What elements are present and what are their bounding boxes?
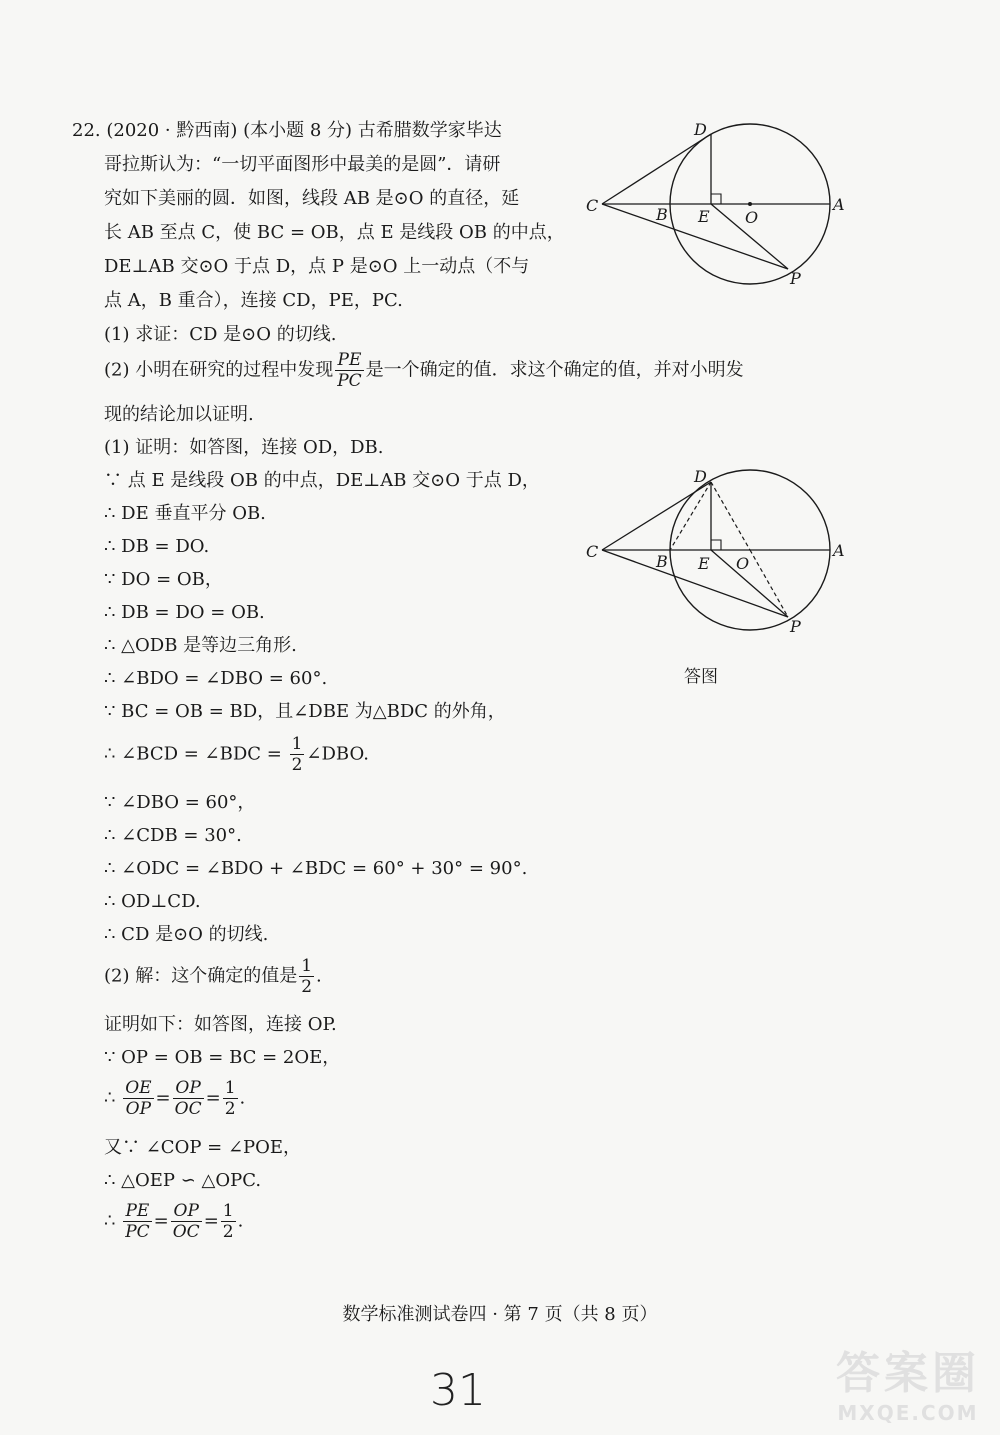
line-cp — [602, 550, 788, 617]
equals-sign: = — [155, 1087, 171, 1109]
fraction-numerator: OE — [125, 1078, 152, 1098]
label-b: B — [656, 205, 668, 224]
solution-line-3: ∴ DE 垂直平分 OB. — [104, 503, 266, 524]
label-o: O — [745, 208, 759, 227]
fraction-denominator: OP — [125, 1099, 152, 1119]
solution-line-22 — [104, 1201, 243, 1242]
fraction-numerator: OP — [173, 1078, 204, 1099]
right-angle-mark — [711, 194, 721, 204]
answer-fraction — [299, 956, 314, 997]
label-c: C — [586, 196, 599, 215]
ratio-fraction-op-oc — [173, 1078, 204, 1119]
solution-line-4: ∴ DB = DO. — [104, 536, 210, 557]
page-footer: 数学标准测试卷四 · 第 7 页（共 8 页） — [342, 1304, 658, 1325]
label-e: E — [698, 207, 710, 226]
answer-figure — [580, 462, 850, 652]
solution-line-10 — [104, 734, 369, 775]
fraction-numerator: 1 — [291, 734, 303, 754]
problem-part1: (1) 求证：CD 是⊙O 的切线. — [104, 324, 337, 345]
fraction-numerator: PE — [123, 1201, 151, 1222]
period: . — [239, 1087, 246, 1109]
solution-line-19 — [104, 1078, 245, 1119]
label-a: A — [833, 195, 845, 214]
problem-figure — [580, 112, 850, 302]
solution-line-21: ∴ △OEP ∽ △OPC. — [104, 1170, 262, 1191]
half-fraction — [221, 1201, 236, 1242]
solution-line-20: 又∵ ∠COP = ∠POE， — [104, 1137, 302, 1158]
problem-line-5: DE⊥AB 交⊙O 于点 D，点 P 是⊙O 上一动点（不与 — [104, 256, 530, 277]
fraction-numerator: OP — [171, 1201, 202, 1222]
right-angle-mark — [711, 540, 721, 550]
fraction-numerator: PE — [335, 350, 363, 371]
solution-line-2: ∵ 点 E 是线段 OB 的中点，DE⊥AB 交⊙O 于点 D， — [104, 470, 540, 491]
line-cd — [602, 134, 711, 204]
solution-line-16 — [104, 956, 322, 997]
problem-line-3: 究如下美丽的圆．如图，线段 AB 是⊙O 的直径，延 — [104, 188, 520, 209]
equals-sign: = — [203, 1210, 219, 1232]
solution-line-17: 证明如下：如答图，连接 OP. — [104, 1014, 337, 1035]
solution-line-15: ∴ CD 是⊙O 的切线. — [104, 924, 269, 945]
fraction-numerator: 1 — [222, 1201, 234, 1221]
fraction-denominator: OC — [172, 1222, 200, 1242]
solution-line-9: ∵ BC = OB = BD，且∠DBE 为△BDC 的外角， — [104, 701, 506, 722]
solution-line-14: ∴ OD⊥CD. — [104, 891, 201, 912]
solution-line-19-prefix: ∴ — [104, 1087, 122, 1109]
solution-line-1: (1) 证明：如答图，连接 OD，DB. — [104, 437, 384, 458]
solution-line-12: ∴ ∠CDB = 30°. — [104, 825, 242, 846]
watermark-line-2: MXQE.COM — [837, 1401, 979, 1425]
solution-line-13: ∴ ∠ODC = ∠BDO + ∠BDC = 60° + 30° = 90°. — [104, 858, 528, 879]
label-e: E — [698, 554, 710, 573]
fraction-numerator: 1 — [301, 956, 313, 976]
dashed-line-op — [750, 550, 788, 617]
label-c: C — [586, 542, 599, 561]
label-p: P — [790, 617, 801, 636]
half-fraction — [223, 1078, 238, 1119]
solution-line-10-before: ∴ ∠BCD = ∠BDC = — [104, 743, 288, 765]
label-a: A — [833, 541, 845, 560]
solution-line-10-after: ∠DBO. — [306, 743, 369, 765]
fraction-denominator: 2 — [222, 1222, 234, 1242]
answer-figure-caption: 答图 — [684, 667, 718, 687]
solution-line-16-after: . — [316, 965, 322, 987]
label-d: D — [694, 120, 707, 139]
solution-line-6: ∴ DB = DO = OB. — [104, 602, 265, 623]
fraction-denominator: 2 — [301, 977, 313, 997]
equals-sign: = — [153, 1210, 169, 1232]
part2-fraction — [335, 350, 363, 391]
problem-line-4: 长 AB 至点 C，使 BC = OB，点 E 是线段 OB 的中点， — [104, 222, 565, 243]
solution-line-16-before: (2) 解：这个确定的值是 — [104, 965, 298, 987]
solution-line-22-prefix: ∴ — [104, 1210, 122, 1232]
fraction-denominator: 2 — [224, 1099, 236, 1119]
fraction-denominator: OC — [174, 1099, 202, 1119]
label-b: B — [656, 552, 668, 571]
ratio-fraction-pe-pc — [123, 1201, 151, 1242]
line-cd — [602, 482, 711, 550]
solution-line-8: ∴ ∠BDO = ∠DBO = 60°. — [104, 668, 328, 689]
watermark-logo — [836, 1337, 980, 1425]
fraction-denominator: 2 — [291, 755, 303, 775]
solution-line-11: ∵ ∠DBO = 60°， — [104, 792, 256, 813]
watermark-line-1: 答案圈 — [836, 1348, 980, 1399]
dashed-line-db — [670, 482, 711, 550]
handwritten-page-number: 31 — [430, 1365, 486, 1416]
solution-line-18: ∵ OP = OB = BC = 2OE， — [104, 1047, 341, 1068]
label-o: O — [736, 554, 750, 573]
fraction-denominator: PC — [125, 1222, 150, 1242]
fraction-numerator: 1 — [224, 1078, 236, 1098]
center-dot — [748, 202, 752, 206]
problem-line-1: 22. (2020 · 黔西南) (本小题 8 分) 古希腊数学家毕达 — [72, 120, 502, 141]
problem-part2-line2: 现的结论加以证明. — [104, 404, 254, 425]
line-cp — [602, 204, 788, 269]
part2-text-after: 是一个确定的值．求这个确定的值，并对小明发 — [365, 359, 744, 381]
ratio-fraction-op-oc — [171, 1201, 202, 1242]
problem-line-6: 点 A，B 重合），连接 CD，PE，PC. — [104, 290, 403, 311]
ratio-fraction-oe-op — [123, 1078, 153, 1119]
line-ep — [711, 550, 788, 617]
label-p: P — [790, 269, 801, 288]
problem-line-2: 哥拉斯认为：“一切平面图形中最美的是圆”．请研 — [104, 154, 501, 175]
half-fraction — [290, 734, 305, 775]
problem-part2 — [104, 350, 744, 391]
label-d: D — [694, 467, 707, 486]
solution-line-5: ∵ DO = OB， — [104, 569, 223, 590]
solution-line-7: ∴ △ODB 是等边三角形. — [104, 635, 297, 656]
equals-sign: = — [205, 1087, 221, 1109]
fraction-denominator: PC — [337, 371, 362, 391]
period: . — [237, 1210, 244, 1232]
part2-text-before: (2) 小明在研究的过程中发现 — [104, 359, 334, 381]
